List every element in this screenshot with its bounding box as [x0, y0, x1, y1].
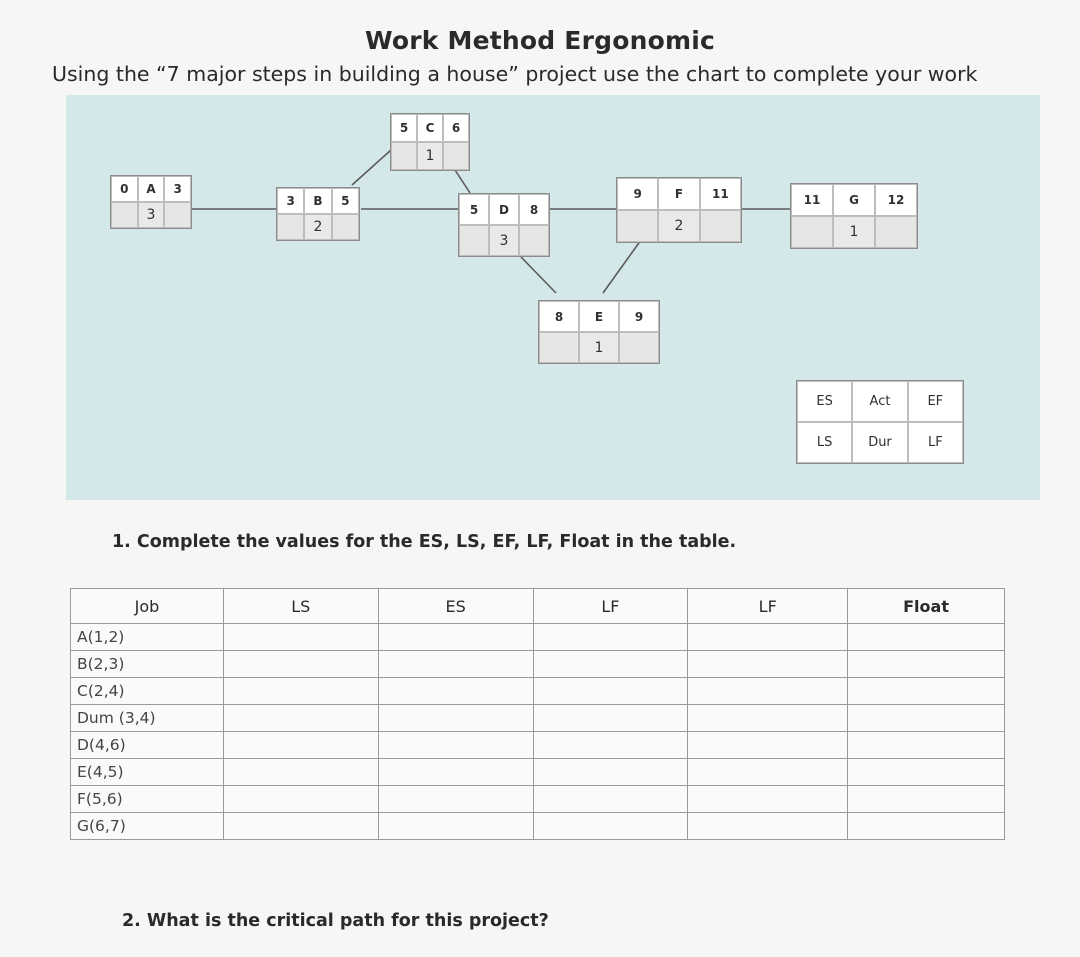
job-cell: F(5,6) — [71, 786, 224, 813]
es-cell[interactable] — [378, 651, 533, 678]
ls-cell[interactable] — [223, 786, 378, 813]
column-header-lf: LF — [533, 589, 688, 624]
node-f-ef: 11 — [700, 178, 741, 210]
lf-cell-2[interactable] — [688, 651, 848, 678]
table-row — [71, 651, 1005, 678]
float-cell[interactable] — [848, 759, 1005, 786]
lf-cell[interactable] — [533, 786, 688, 813]
activity-node-b — [276, 187, 360, 241]
activity-node-a — [110, 175, 192, 229]
node-b-lf — [332, 214, 359, 240]
node-a-es: 0 — [111, 176, 138, 202]
activity-node-c — [390, 113, 470, 171]
node-c-ls — [391, 142, 417, 170]
es-cell[interactable] — [378, 678, 533, 705]
node-g-ls — [791, 216, 833, 248]
es-cell[interactable] — [378, 705, 533, 732]
schedule-table — [70, 588, 1005, 840]
table-row — [71, 759, 1005, 786]
ls-cell[interactable] — [223, 624, 378, 651]
node-a-act: A — [138, 176, 165, 202]
float-cell[interactable] — [848, 624, 1005, 651]
node-d-es: 5 — [459, 194, 489, 225]
page-subtitle: Using the “7 major steps in building a house” project use the chart to complete your work — [52, 62, 978, 86]
job-cell: D(4,6) — [71, 732, 224, 759]
node-e-es: 8 — [539, 301, 579, 332]
float-cell[interactable] — [848, 705, 1005, 732]
table-row — [71, 732, 1005, 759]
table-row — [71, 678, 1005, 705]
lf-cell-2[interactable] — [688, 759, 848, 786]
lf-cell-2[interactable] — [688, 813, 848, 840]
node-c-lf — [443, 142, 469, 170]
lf-cell-2[interactable] — [688, 732, 848, 759]
node-a-dur: 3 — [138, 202, 165, 228]
legend-ls: LS — [797, 422, 852, 463]
node-d-lf — [519, 225, 549, 256]
column-header-es: ES — [378, 589, 533, 624]
column-header-job: Job — [71, 589, 224, 624]
node-legend — [796, 380, 964, 464]
legend-ef: EF — [908, 381, 963, 422]
float-cell[interactable] — [848, 786, 1005, 813]
connector-b-c — [352, 150, 391, 185]
node-e-lf — [619, 332, 659, 363]
es-cell[interactable] — [378, 732, 533, 759]
node-d-ls — [459, 225, 489, 256]
ls-cell[interactable] — [223, 813, 378, 840]
node-b-act: B — [304, 188, 331, 214]
activity-node-g — [790, 183, 918, 249]
job-cell: G(6,7) — [71, 813, 224, 840]
es-cell[interactable] — [378, 759, 533, 786]
node-f-ls — [617, 210, 658, 242]
node-g-ef: 12 — [875, 184, 917, 216]
node-g-es: 11 — [791, 184, 833, 216]
job-cell: E(4,5) — [71, 759, 224, 786]
float-cell[interactable] — [848, 651, 1005, 678]
legend-act: Act — [852, 381, 907, 422]
lf-cell[interactable] — [533, 651, 688, 678]
job-cell: Dum (3,4) — [71, 705, 224, 732]
ls-cell[interactable] — [223, 705, 378, 732]
node-g-dur: 1 — [833, 216, 875, 248]
activity-node-e — [538, 300, 660, 364]
node-b-dur: 2 — [304, 214, 331, 240]
job-cell: A(1,2) — [71, 624, 224, 651]
page-title: Work Method Ergonomic — [365, 26, 715, 55]
node-e-ef: 9 — [619, 301, 659, 332]
es-cell[interactable] — [378, 786, 533, 813]
node-c-dur: 1 — [417, 142, 443, 170]
connector-e-f — [603, 240, 641, 293]
node-d-act: D — [489, 194, 519, 225]
ls-cell[interactable] — [223, 651, 378, 678]
node-f-lf — [700, 210, 741, 242]
legend-dur: Dur — [852, 422, 907, 463]
column-header-lf-2: LF — [688, 589, 848, 624]
lf-cell[interactable] — [533, 759, 688, 786]
table-header-row — [71, 589, 1005, 624]
node-b-ls — [277, 214, 304, 240]
ls-cell[interactable] — [223, 678, 378, 705]
node-f-dur: 2 — [658, 210, 699, 242]
node-c-es: 5 — [391, 114, 417, 142]
table-row — [71, 705, 1005, 732]
node-f-act: F — [658, 178, 699, 210]
legend-lf: LF — [908, 422, 963, 463]
ls-cell[interactable] — [223, 759, 378, 786]
node-c-ef: 6 — [443, 114, 469, 142]
node-a-ef: 3 — [164, 176, 191, 202]
activity-node-d — [458, 193, 550, 257]
es-cell[interactable] — [378, 624, 533, 651]
node-d-ef: 8 — [519, 194, 549, 225]
node-e-act: E — [579, 301, 619, 332]
table-row — [71, 786, 1005, 813]
es-cell[interactable] — [378, 813, 533, 840]
activity-node-f — [616, 177, 742, 243]
ls-cell[interactable] — [223, 732, 378, 759]
question-1: 1. Complete the values for the ES, LS, EF, LF, Float in the table. — [112, 532, 737, 552]
node-b-es: 3 — [277, 188, 304, 214]
table-row — [71, 813, 1005, 840]
node-f-es: 9 — [617, 178, 658, 210]
job-cell: B(2,3) — [71, 651, 224, 678]
node-b-ef: 5 — [332, 188, 359, 214]
lf-cell-2[interactable] — [688, 624, 848, 651]
float-cell[interactable] — [848, 732, 1005, 759]
node-a-lf — [164, 202, 191, 228]
node-c-act: C — [417, 114, 443, 142]
node-a-ls — [111, 202, 138, 228]
lf-cell[interactable] — [533, 732, 688, 759]
legend-es: ES — [797, 381, 852, 422]
lf-cell-2[interactable] — [688, 705, 848, 732]
node-g-act: G — [833, 184, 875, 216]
column-header-ls: LS — [223, 589, 378, 624]
lf-cell-2[interactable] — [688, 678, 848, 705]
lf-cell[interactable] — [533, 624, 688, 651]
lf-cell-2[interactable] — [688, 786, 848, 813]
node-e-dur: 1 — [579, 332, 619, 363]
question-2: 2. What is the critical path for this project? — [122, 911, 549, 931]
lf-cell[interactable] — [533, 813, 688, 840]
network-diagram-panel — [66, 95, 1040, 500]
column-header-float: Float — [848, 589, 1005, 624]
node-d-dur: 3 — [489, 225, 519, 256]
lf-cell[interactable] — [533, 705, 688, 732]
node-e-ls — [539, 332, 579, 363]
float-cell[interactable] — [848, 678, 1005, 705]
node-g-lf — [875, 216, 917, 248]
connector-d-e — [521, 257, 556, 293]
float-cell[interactable] — [848, 813, 1005, 840]
job-cell: C(2,4) — [71, 678, 224, 705]
lf-cell[interactable] — [533, 678, 688, 705]
table-row — [71, 624, 1005, 651]
